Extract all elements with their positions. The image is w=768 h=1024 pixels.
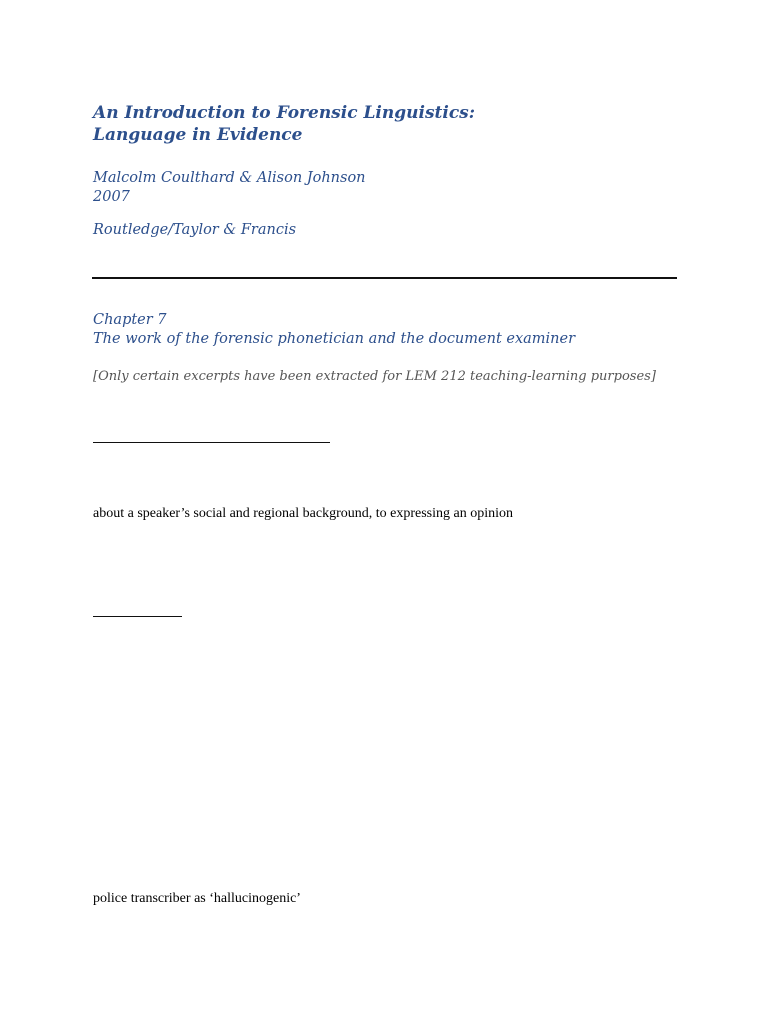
excerpt-note: [Only certain excerpts have been extracted for LEM 212 teaching-learning purposes]	[93, 369, 656, 384]
publication-year: 2007	[93, 189, 130, 205]
excerpt-text-1: about a speaker’s social and regional background, to expressing an opinion	[93, 506, 514, 521]
chapter-title: The work of the forensic phonetician and the document examiner	[93, 331, 576, 347]
publisher: Routledge/Taylor & Francis	[93, 222, 297, 238]
excerpt-separator-2	[93, 616, 182, 617]
excerpt-separator-1	[93, 442, 330, 443]
book-title-line-1: An Introduction to Forensic Linguistics:	[93, 103, 476, 123]
chapter-number: Chapter 7	[93, 312, 167, 328]
book-title-line-2: Language in Evidence	[93, 125, 303, 145]
section-divider	[92, 277, 677, 279]
authors: Malcolm Coulthard & Alison Johnson	[93, 170, 366, 186]
excerpt-text-2: police transcriber as ‘hallucinogenic’	[93, 891, 301, 906]
